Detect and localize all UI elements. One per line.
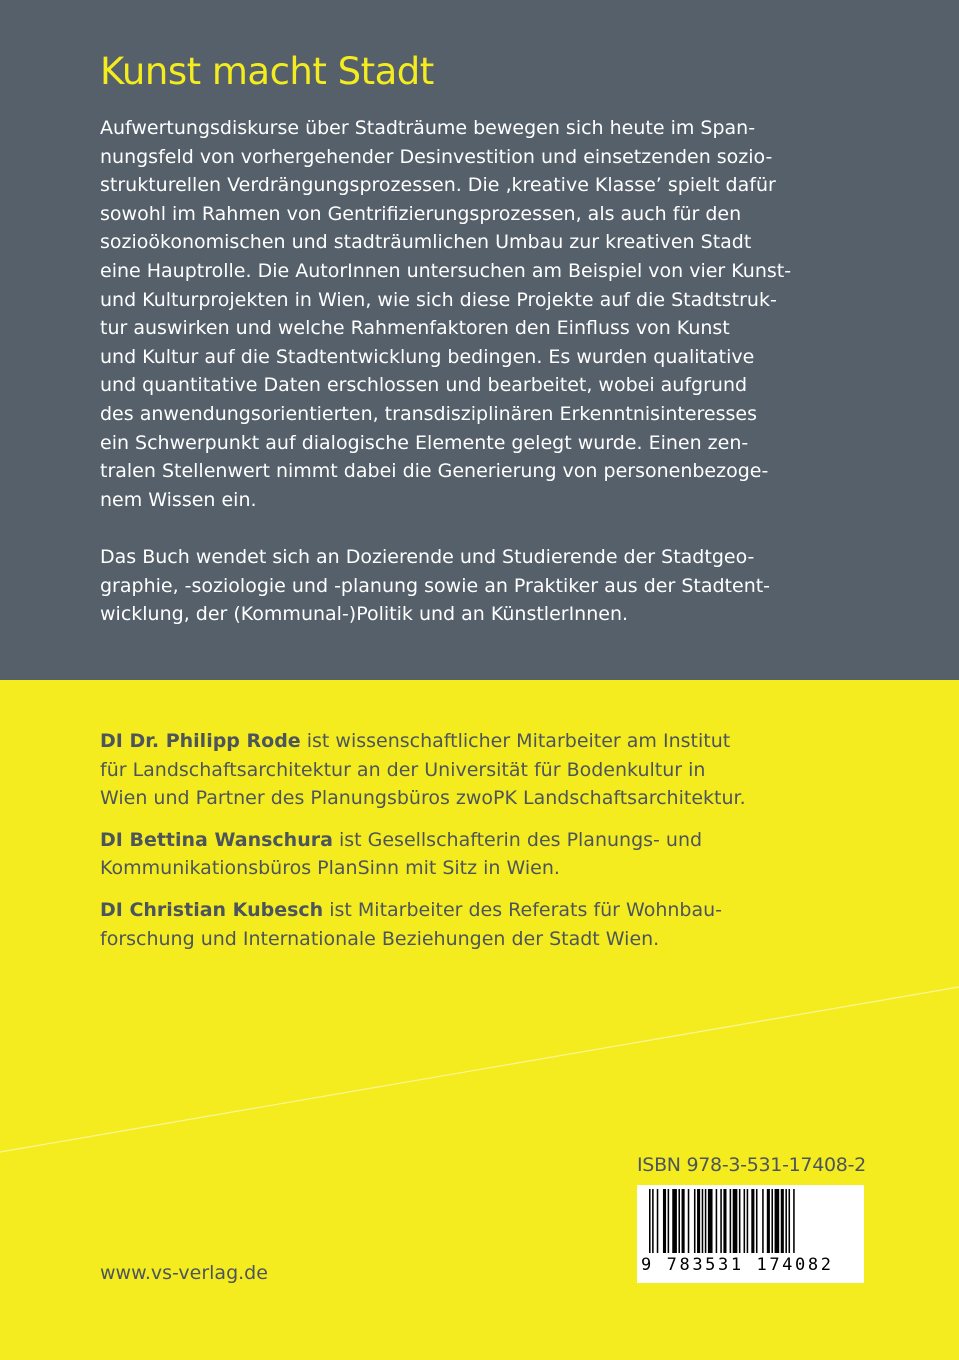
barcode — [637, 1185, 864, 1283]
bio-line — [100, 896, 860, 925]
barcode-bar — [708, 1189, 713, 1253]
bio-line: Kommunikationsbüros PlanSinn mit Sitz in Wien. — [100, 857, 560, 880]
blurb-line: sowohl im Rahmen von Gentrifizierungsprozessen, als auch für den — [100, 202, 742, 225]
barcode-number: 9 783531 174082 — [641, 1255, 834, 1275]
audience-line: Das Buch wendet sich an Dozierende und Studierende der Stadtgeo- — [100, 545, 755, 568]
audience-line: graphie, -soziologie und -planung sowie an Praktiker aus der Stadtent- — [100, 574, 771, 597]
barcode-bar — [751, 1189, 754, 1253]
author-name: DI Christian Kubesch — [100, 898, 324, 921]
blurb-line: tur auswirken und welche Rahmenfaktoren den Einfluss von Kunst — [100, 317, 730, 340]
barcode-bar — [785, 1189, 787, 1253]
author-name: DI Dr. Philipp Rode — [100, 730, 301, 752]
barcode-bar — [762, 1189, 764, 1253]
author-name: DI Bettina Wanschura — [100, 828, 333, 851]
book-title: Kunst macht Stadt — [100, 50, 434, 93]
barcode-bar — [723, 1189, 726, 1253]
bio-line: Wien und Partner des Planungsbüros zwoPK Landschaftsarchitektur. — [100, 787, 746, 810]
blurb-line: und quantitative Daten erschlossen und bearbeitet, wobei aufgrund — [100, 374, 748, 397]
author-bio-wanschura — [100, 826, 860, 883]
barcode-bar — [739, 1189, 741, 1253]
barcode-bar — [697, 1189, 700, 1253]
barcode-bar — [688, 1189, 690, 1253]
barcode-bar — [775, 1189, 780, 1253]
blurb-line: tralen Stellenwert nimmt dabei die Generierung von personenbezoge- — [100, 460, 769, 483]
barcode-bar — [668, 1189, 670, 1253]
author-bio-kubesch — [100, 896, 860, 953]
blurb-line: eine Hauptrolle. Die AutorInnen untersuchen am Beispiel von vier Kunst- — [100, 259, 792, 282]
blurb-line: sozioökonomischen und stadträumlichen Umbau zur kreativen Stadt — [100, 231, 752, 254]
barcode-bar — [793, 1189, 795, 1253]
barcode-bar — [767, 1189, 770, 1253]
blurb-line: Aufwertungsdiskurse über Stadträume bewegen sich heute im Span- — [100, 117, 756, 139]
barcode-bars — [637, 1185, 864, 1257]
bio-text: ist Gesellschafterin des Planungs- und — [332, 828, 703, 851]
barcode-bar — [720, 1189, 722, 1253]
barcode-bar — [733, 1189, 738, 1253]
blurb-line: nem Wissen ein. — [100, 488, 257, 511]
bio-line: für Landschaftsarchitektur an der Universität für Bodenkultur in — [100, 758, 706, 781]
barcode-bar — [672, 1189, 677, 1253]
blurb-line: ein Schwerpunkt auf dialogische Elemente gelegt wurde. Einen zen- — [100, 431, 749, 454]
isbn-label: ISBN 978-3-531-17408-2 — [637, 1154, 866, 1176]
barcode-bar — [657, 1189, 659, 1253]
blurb-line: und Kultur auf die Stadtentwicklung bedingen. Es wurden qualitative — [100, 345, 755, 368]
barcode-bar — [744, 1189, 746, 1253]
barcode-bar — [781, 1189, 784, 1253]
barcode-bar — [652, 1189, 654, 1253]
author-bio-rode — [100, 727, 860, 813]
blurb-line: strukturellen Verdrängungsprozessen. Die ‚kreative Klasse’ spielt dafür — [100, 174, 776, 197]
bio-line — [100, 826, 860, 855]
barcode-bar — [789, 1189, 791, 1253]
barcode-bar — [663, 1189, 666, 1253]
bio-text: ist Mitarbeiter des Referats für Wohnbau- — [323, 898, 723, 921]
blurb-line: des anwendungsorientierten, transdisziplinären Erkenntnisinteresses — [100, 402, 758, 425]
bio-line: forschung und Internationale Beziehungen der Stadt Wien. — [100, 927, 660, 950]
barcode-bar — [756, 1189, 758, 1253]
barcode-bar — [705, 1189, 707, 1253]
bio-line — [100, 727, 860, 756]
barcode-bar — [730, 1189, 732, 1253]
barcode-bar — [747, 1189, 749, 1253]
blurb-line: und Kulturprojekten in Wien, wie sich diese Projekte auf die Stadtstruk- — [100, 288, 777, 311]
blurb-line: nungsfeld von vorhergehender Desinvestition und einsetzenden sozio- — [100, 145, 773, 168]
bio-text: ist wissenschaftlicher Mitarbeiter am Institut — [300, 730, 731, 752]
publisher-url: www.vs-verlag.de — [100, 1262, 268, 1284]
author-bios — [100, 727, 860, 966]
barcode-bar — [649, 1189, 651, 1253]
barcode-bar — [771, 1189, 773, 1253]
barcode-bar — [678, 1189, 680, 1253]
audience-line: wicklung, der (Kommunal-)Politik und an KünstlerInnen. — [100, 603, 629, 626]
paragraph-gap — [100, 514, 845, 543]
barcode-bar — [716, 1189, 718, 1253]
barcode-bar — [702, 1189, 704, 1253]
barcode-bar — [694, 1189, 696, 1253]
barcode-bar — [682, 1189, 685, 1253]
blurb — [100, 114, 845, 629]
